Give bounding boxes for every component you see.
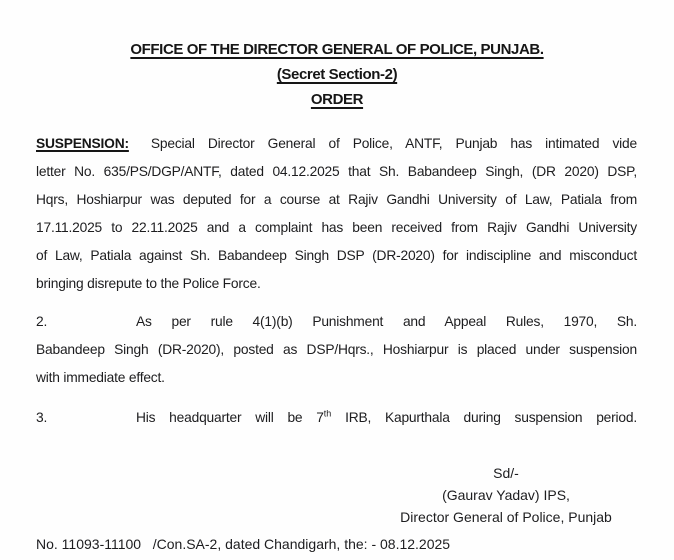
paragraph-line: of Law, Patiala against Sh. Babandeep Singh DSP (DR-2020) for indiscipline and misconduct xyxy=(36,248,637,263)
ordinal-superscript: th xyxy=(323,408,332,419)
signatory-name: (Gaurav Yadav) IPS, xyxy=(442,487,570,503)
signatory-sd: Sd/- xyxy=(493,465,519,481)
paragraph-line xyxy=(36,404,637,432)
dispatch-reference-line: No. 11093-11100 /Con.SA-2, dated Chandigarh, the: - 08.12.2025 xyxy=(36,536,451,552)
paragraph-line: Hqrs, Hoshiarpur was deputed for a course at Rajiv Gandhi University of Law, Patiala from xyxy=(36,192,637,207)
document-header xyxy=(0,37,674,112)
paragraph-line: with immediate effect. xyxy=(36,370,165,385)
paragraph-3 xyxy=(36,404,637,432)
paragraph-line: bringing disrepute to the Police Force. xyxy=(36,276,261,291)
paragraph-number: 3. xyxy=(36,410,48,425)
paragraph-line: letter No. 635/PS/DGP/ANTF, dated 04.12.2025 that Sh. Babandeep Singh, (DR 2020) DSP, xyxy=(36,164,637,179)
paragraph-text: His headquarter will be 7 xyxy=(136,410,324,425)
paragraph-text: IRB, Kapurthala during suspension period. xyxy=(331,410,637,425)
paragraph-text: Special Director General of Police, ANTF, Punjab has intimated vide xyxy=(150,136,637,151)
suspension-paragraph xyxy=(36,130,637,298)
paragraph-line xyxy=(36,308,637,336)
office-title: OFFICE OF THE DIRECTOR GENERAL OF POLICE, PUNJAB. xyxy=(130,41,544,58)
paragraph-line xyxy=(36,130,637,158)
order-heading: ORDER xyxy=(310,91,364,108)
section-subtitle: (Secret Section-2) xyxy=(276,66,398,83)
paragraph-line: 17.11.2025 to 22.11.2025 and a complaint has been received from Rajiv Gandhi University xyxy=(36,220,637,235)
signatory-designation: Director General of Police, Punjab xyxy=(400,509,612,525)
paragraph-text: As per rule 4(1)(b) Punishment and Appeal Rules, 1970, Sh. xyxy=(136,314,637,329)
paragraph-number: 2. xyxy=(36,314,48,329)
paragraph-line: Babandeep Singh (DR-2020), posted as DSP/Hqrs., Hoshiarpur is placed under suspension xyxy=(36,342,637,357)
paragraph-2 xyxy=(36,308,637,392)
suspension-label: SUSPENSION: xyxy=(36,136,129,151)
signature-block xyxy=(375,462,637,528)
